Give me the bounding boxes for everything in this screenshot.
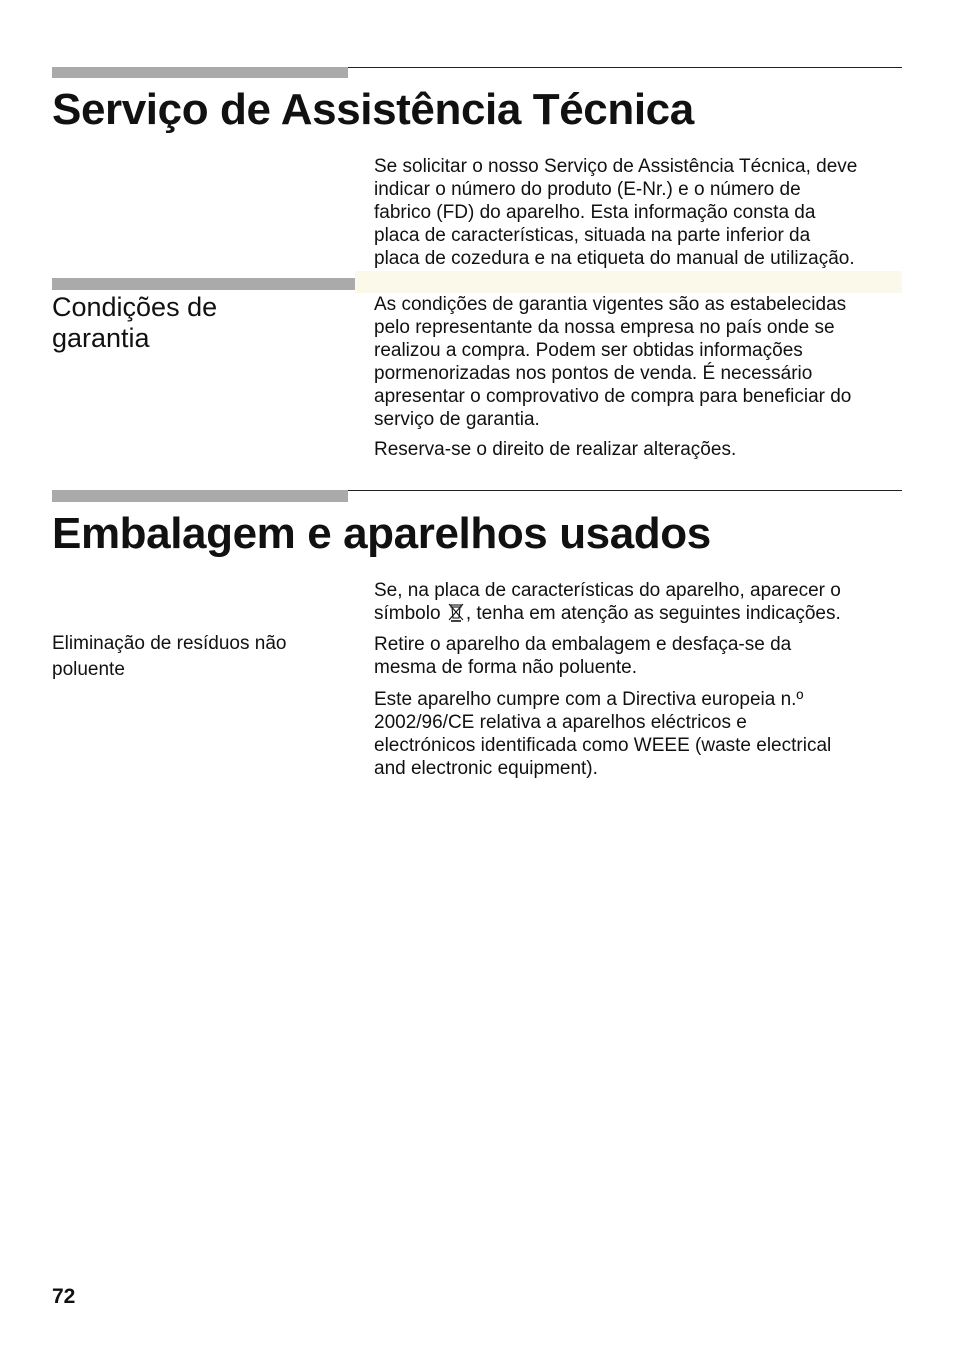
text-line: fabrico (FD) do aparelho. Esta informação consta da [374, 202, 816, 223]
section-rule-bar [52, 67, 348, 78]
warranty-paragraph [374, 293, 914, 431]
page-title-service: Serviço de Assistência Técnica [52, 85, 694, 134]
text-line: electrónicos identificada como WEEE (waste electrical [374, 735, 832, 756]
text-line: pormenorizadas nos pontos de venda. É necessário [374, 363, 813, 384]
text-fragment: , tenha em atenção as seguintes indicações. [465, 603, 841, 624]
section-rule-line [348, 67, 902, 68]
page-title-packaging: Embalagem e aparelhos usados [52, 509, 711, 558]
text-line: As condições de garantia vigentes são as estabelecidas [374, 294, 847, 315]
text-line: serviço de garantia. [374, 409, 540, 430]
label-line: poluente [52, 659, 125, 680]
text-line: realizou a compra. Podem ser obtidas informações [374, 340, 803, 361]
packaging-intro-paragraph [374, 579, 914, 625]
crossed-out-wheelie-bin-icon [447, 602, 465, 622]
reserve-rights-text: Reserva-se o direito de realizar alterações. [374, 439, 737, 460]
text-line: Se, na placa de características do aparelho, aparecer o [374, 580, 841, 601]
disposal-label [52, 631, 342, 683]
page-number: 72 [52, 1285, 76, 1308]
text-line: Retire o aparelho da embalagem e desfaça-se da [374, 634, 792, 655]
text-line: Se solicitar o nosso Serviço de Assistência Técnica, deve [374, 156, 858, 177]
highlight-band [355, 271, 902, 293]
text-line: pelo representante da nossa empresa no país onde se [374, 317, 835, 338]
heading-line: Condições de [52, 292, 218, 322]
label-line: Eliminação de resíduos não [52, 633, 287, 654]
directive-paragraph [374, 688, 914, 780]
section-rule-bar [52, 490, 348, 502]
text-line: and electronic equipment). [374, 758, 598, 779]
text-line [374, 602, 914, 625]
text-line: Este aparelho cumpre com a Directiva europeia n.º [374, 689, 804, 710]
section-rule-line [348, 490, 902, 491]
text-line: apresentar o comprovativo de compra para beneficiar do [374, 386, 852, 407]
disposal-paragraph [374, 633, 914, 679]
text-line: 2002/96/CE relativa a aparelhos eléctricos e [374, 712, 747, 733]
subsection-rule-bar [52, 278, 355, 290]
text-fragment: símbolo [374, 603, 446, 624]
service-intro-paragraph [374, 155, 914, 270]
text-line: indicar o número do produto (E-Nr.) e o número de [374, 179, 801, 200]
text-line: mesma de forma não poluente. [374, 657, 637, 678]
text-line: placa de cozedura e na etiqueta do manual de utilização. [374, 248, 855, 269]
heading-line: garantia [52, 323, 150, 353]
warranty-heading [52, 292, 217, 354]
text-line: placa de características, situada na parte inferior da [374, 225, 811, 246]
